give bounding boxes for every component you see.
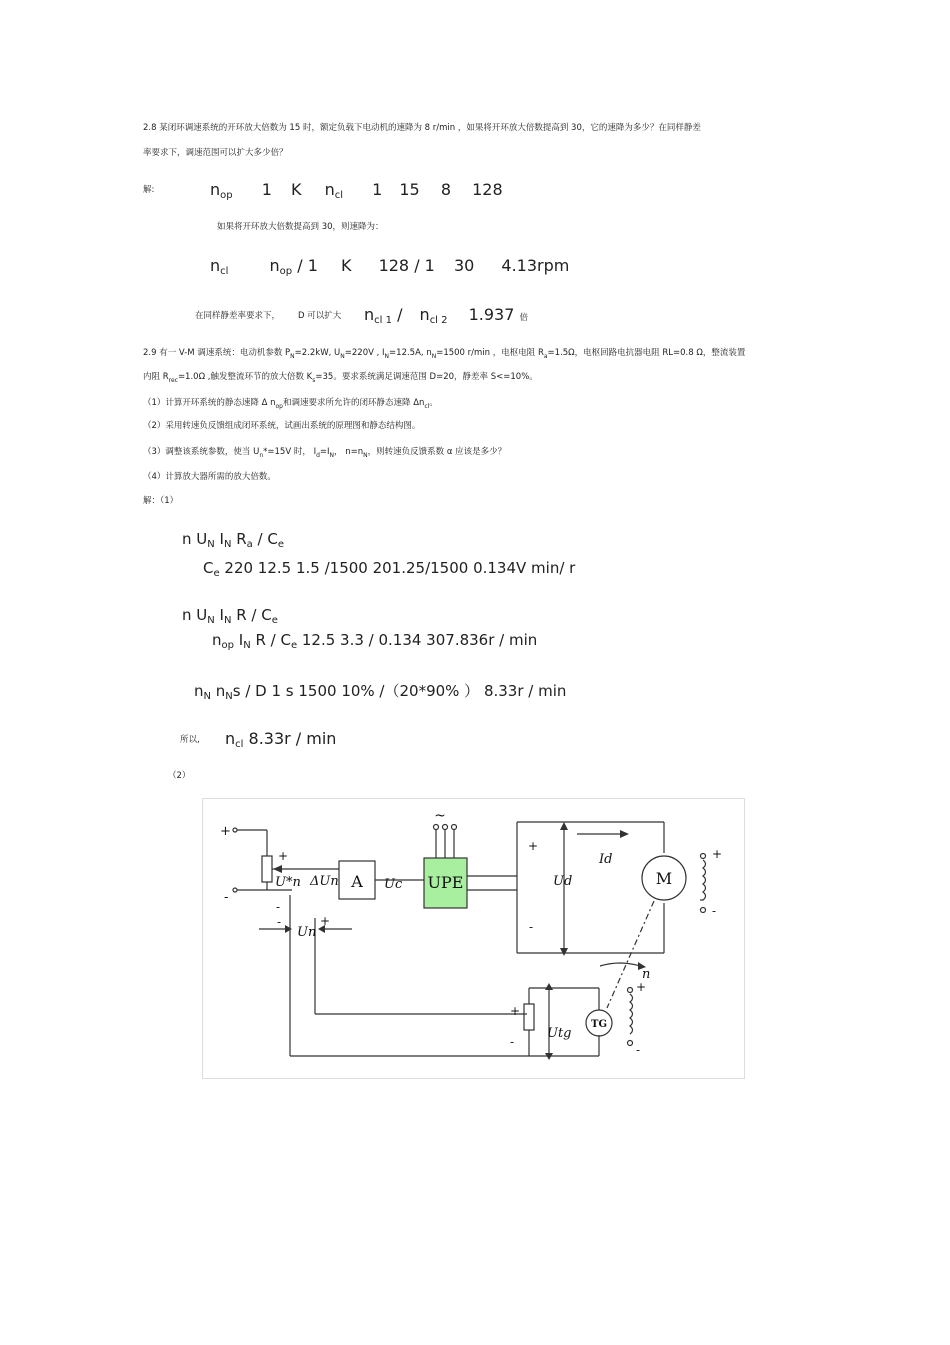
label-ud: Ud — [553, 874, 573, 889]
problem-2-9-line2: 内阻 $R_{rec}=1.0\Omega$ ,触发整流环节的放大倍数 $K_s=35$。要求系统满足调速范围 D=20，静差率 S<=10%。 — [143, 372, 538, 384]
equation-n-n: $n_N$ $n_Ns$ / D 1 s 1500 10% /（20*90% ） 8.33r / min — [194, 682, 567, 702]
question-4: （4）计算放大器所需的放大倍数。 — [143, 472, 276, 482]
tg-label: TG — [591, 1019, 607, 1030]
minus-sign: - — [276, 900, 281, 914]
question-2: （2）采用转速负反馈组成闭环系统，试画出系统的原理图和静态结构图。 — [143, 421, 421, 431]
problem-2-9-line1: 2.9 有一 V-M 调速系统：电动机参数 $P_N=2.2kW$, $U_N=220V$ , $I_N=12.5A$, $n_N=1500$ r/min ，电枢电阻 $R_a=1.5\Omega$，电枢回路电抗器电阻 RL=0.8 Ω，整流装置 — [143, 348, 746, 360]
label-n: n — [642, 967, 651, 982]
problem-2-8-line2: 率要求下，调速范围可以扩大多少倍？ — [143, 148, 288, 158]
equation-ratio: $n_{cl 1} / n_{cl 2}$ 1.937 倍 — [364, 305, 529, 326]
label-delta-un: ΔUn — [310, 874, 339, 889]
minus-sign: - — [277, 915, 282, 929]
equation-closed-loop: $n_{cl}$ $n_{op} / 1$ K 128 / 1 30 4.13rpm — [210, 256, 570, 277]
question-1: （1）计算开环系统的静态速降 Δ $n_{op}$和调速要求所允许的闭环静态速降 $\Delta n_{cl}$。 — [143, 398, 438, 410]
so-label: 所以, — [180, 735, 200, 745]
plus-sign: + — [636, 980, 647, 994]
equation-delta-n: n $U_N$ $I_N$ $R_a / C_e$ — [182, 530, 285, 550]
problem-2-8-line1: 2.8 某闭环调速系统的开环放大倍数为 15 时，额定负载下电动机的速降为 8 r/min ，如果将开环放大倍数提高到 30，它的速降为多少？在同样静差 — [143, 123, 701, 133]
label-un: Un — [297, 925, 317, 940]
solution-label-2: 解：（1） — [143, 496, 179, 506]
equation-n-cl: $n_{cl}$ 8.33r / min — [225, 729, 337, 750]
minus-sign: - — [712, 904, 717, 918]
solution-label: 解: — [143, 185, 155, 195]
equation-n-op: $n_{op}$ $I_N$ R / $C_e$ 12.5 3.3 / 0.134 307.836r / min — [212, 631, 538, 651]
plus-sign: + — [510, 1004, 521, 1018]
plus-sign: + — [528, 839, 539, 853]
plus-sign: + — [278, 849, 289, 863]
minus-sign: - — [529, 920, 534, 934]
plus-sign: + — [320, 914, 331, 928]
plus-sign: + — [712, 847, 723, 861]
equation-ce: $C_e$ 220 12.5 1.5 /1500 201.25/1500 0.134V min/ r — [203, 559, 576, 579]
text-same-slip: 在同样静差率要求下， — [195, 311, 281, 321]
label-id: Id — [599, 852, 613, 867]
minus-sign: - — [510, 1035, 515, 1049]
equation-delta-n-2: n $U_N$ $I_N$ R / $C_e$ — [182, 606, 278, 626]
motor-label: M — [655, 869, 673, 888]
label-un-star: U*n — [275, 875, 301, 890]
upe-label: UPE — [427, 873, 464, 892]
amplifier-label: A — [351, 872, 363, 891]
ac-tilde-label: ~ — [434, 808, 446, 824]
diagram-border — [203, 799, 745, 1079]
question-3: （3）调整该系统参数，使当 $U_n*=15V$ 时， $I_d=I_N$， $n=n_N$，则转速负反馈系数 α 应该是多少？ — [143, 447, 507, 459]
part-2-label: （2） — [168, 771, 191, 781]
minus-sign: - — [224, 890, 229, 905]
minus-sign: - — [636, 1043, 641, 1057]
closed-loop-speed-control-diagram — [202, 798, 745, 1079]
label-utg: Utg — [547, 1026, 572, 1041]
text-d-extend: D 可以扩大 — [298, 311, 342, 321]
equation-open-loop: $n_{op}$ 1 K $n_{cl}$ 1 15 8 128 — [210, 180, 503, 201]
label-uc: Uc — [384, 877, 403, 892]
plus-sign: + — [220, 824, 231, 839]
text-raise-gain: 如果将开环放大倍数提高到 30，则速降为： — [217, 222, 384, 232]
